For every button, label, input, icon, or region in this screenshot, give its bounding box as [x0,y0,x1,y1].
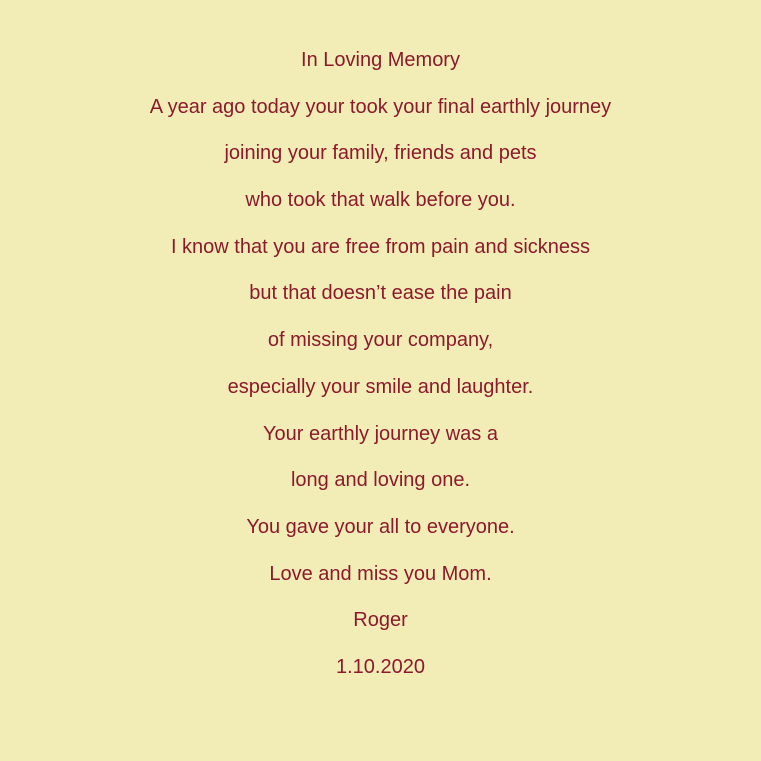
poem-title: In Loving Memory [301,49,460,71]
poem-line: who took that walk before you. [245,189,516,212]
poem-line: A year ago today your took your final earthly journey [149,95,612,118]
memorial-poem [0,44,761,698]
poem-line: especially your smile and laughter. [227,375,534,398]
poem-line: Love and miss you Mom. [269,562,492,585]
poem-signature: Roger [353,609,408,632]
poem-line: of missing your company, [267,329,494,352]
poem-line: You gave your all to everyone. [246,515,515,538]
poem-line: Your earthly journey was a [263,422,498,445]
poem-line: joining your family, friends and pets [224,142,537,165]
poem-line: I know that you are free from pain and sickness [170,235,591,258]
poem-line: long and loving one. [290,469,471,492]
poem-line: but that doesn’t ease the pain [249,282,512,305]
poem-date: 1.10.2020 [336,655,425,678]
